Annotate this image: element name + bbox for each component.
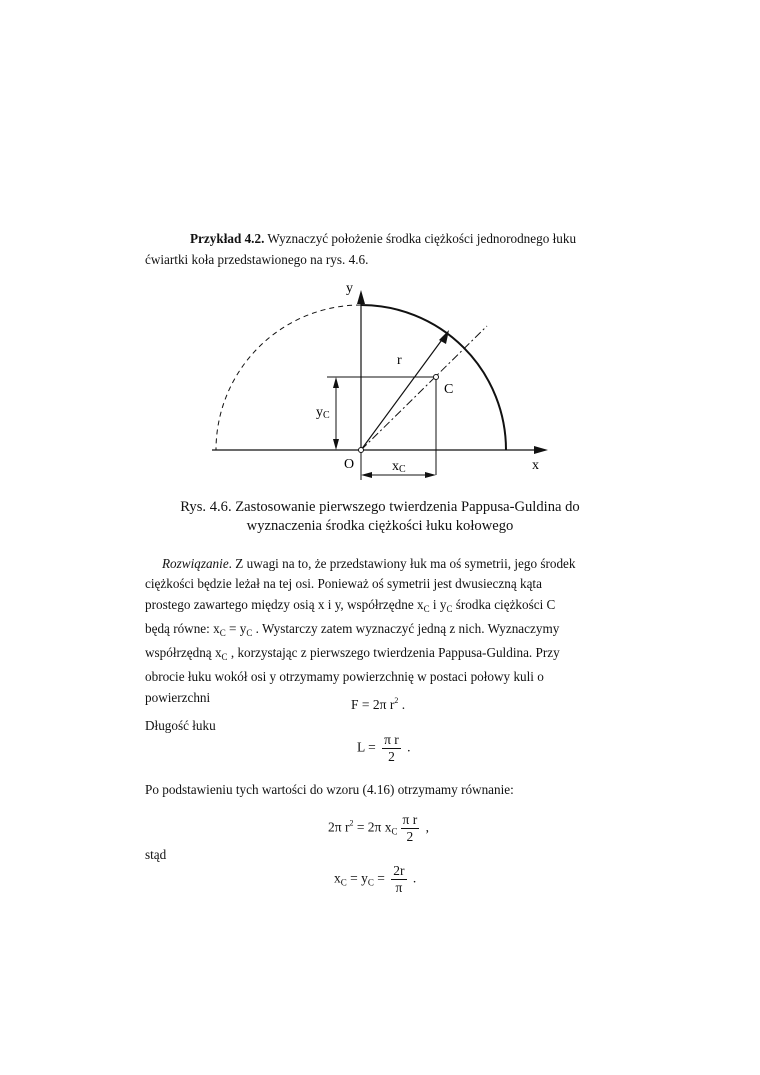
radius-line — [361, 337, 444, 450]
caption-line-2: wyznaczenia środka ciężkości łuku kołowego — [246, 518, 514, 534]
solution-line-4: będą równe: $x_C = y_C$ . Wystarczy zatem wyznaczyć jedną z nich. Wyznaczymy — [145, 620, 560, 638]
solution-line-3: prostego zawartego między osią x i y, współrzędne $x_C$ i $y_C$ środka ciężkości C — [145, 596, 556, 614]
yc-arrow-bottom — [333, 439, 339, 450]
x-axis-arrow — [534, 446, 548, 454]
label-r: r — [397, 353, 402, 368]
caption-line-1: Rys. 4.6. Zastosowanie pierwszego twierdzenia Pappusa-Guldina do — [180, 499, 580, 515]
example-text-1: Wyznaczyć położenie środka ciężkości jednorodnego łuku — [264, 231, 577, 246]
label-y: y — [346, 281, 353, 296]
stad-label: stąd — [145, 847, 167, 862]
figure-4-6 — [0, 270, 760, 485]
solution-line-2: ciężkości będzie leżał na tej osi. Ponieważ oś symetrii jest dwusieczną kąta — [145, 576, 542, 592]
point-C — [434, 375, 439, 380]
solution-line-1: Rozwiązanie. Z uwagi na to, że przedstawiony łuk ma oś symetrii, jego środek — [162, 556, 576, 571]
label-C: C — [444, 382, 454, 397]
label-xc: xC — [392, 459, 406, 475]
example-paragraph — [145, 229, 617, 270]
y-axis-arrow — [357, 290, 365, 304]
equation-result: $x_C = y_C$ = $\frac{2r}{\pi}$ . — [334, 863, 417, 895]
symmetry-axis — [361, 326, 487, 450]
substitution-text: Po podstawieniu tych wartości do wzoru (4.16) otrzymamy równanie: — [145, 782, 514, 797]
solution-line-5: współrzędną $x_C$ , korzystając z pierwszego twierdzenia Pappusa-Guldina. Przy — [145, 645, 560, 663]
xc-arrow-right — [425, 472, 436, 478]
equation-surface: F = 2π $r^2$ . — [351, 696, 406, 712]
label-yc: yC — [316, 405, 330, 421]
example-heading: Przykład 4.2. — [190, 231, 265, 246]
equation-substitution: 2π $r^2 = 2\pi$ $x_C$ $\frac{\text{π r}}{2}$ , — [328, 812, 429, 844]
solution-paragraph — [145, 554, 617, 708]
arc-length-label: Długość łuku — [145, 718, 216, 733]
equation-arc-length: L = $\frac{\text{π r}}{2}$ . — [357, 732, 411, 764]
label-O: O — [344, 457, 355, 472]
solution-line-6: obrocie łuku wokół osi y otrzymamy powierzchnię w postaci połowy kuli o — [145, 669, 544, 685]
yc-arrow-top — [333, 377, 339, 388]
point-O — [359, 448, 364, 453]
figure-caption — [120, 498, 640, 536]
solution-label: Rozwiązanie — [162, 556, 229, 571]
example-line-1 — [145, 229, 617, 250]
xc-arrow-left — [361, 472, 372, 478]
label-x: x — [532, 458, 539, 473]
solution-line-7: powierzchni — [145, 689, 211, 705]
example-line-2: ćwiartki koła przedstawionego na rys. 4.6. — [145, 251, 369, 267]
